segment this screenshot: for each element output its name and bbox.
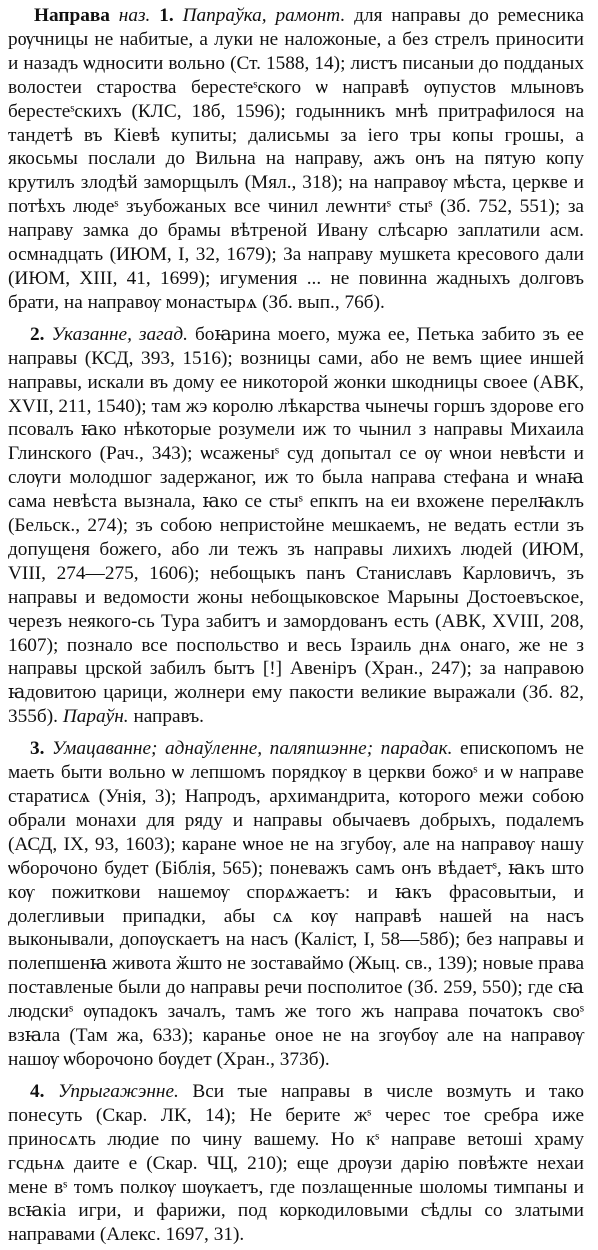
sense-2-cross-label: Параўн. xyxy=(62,706,129,728)
sense-4-definition: Упрыгажэнне. xyxy=(57,1080,179,1102)
sense-3-definition: Умацаванне; аднаўленне, паляпшэнне; парадак. xyxy=(52,738,453,760)
sense-1-paragraph xyxy=(8,4,584,315)
sense-1-number: 1. xyxy=(159,5,174,26)
sense-3-citations: епископомъ не маеть быти вольно ѡ лепшомъ порядкѹ в церкви божоˢ и ѡ направе старатисѧ (Унія, 3); Напродъ, архимандрита, которого межи собою обрали монахи для ряду и направы обычаевъ добрыхъ, подалемъ (АСД, IX, 93, 1603); каране ѡное не на згубѹ, але на направѹ нашу ѡборочоно будет (Біблія, 565); поневажъ самъ онъ вѣдаетˢ, ꙗкъ што кѹ пожиткови нашемѹ спорѧжаетъ: и ꙗкъ фрасовытыи, и долегливыи припадки, абы сѧ кѹ направѣ нашей на насъ выконывали, допѹскаетъ на насъ (Каліст, I, 58—58б); без направы и полепшенꙗ живота ӂшто не зоставаймо (Жыц. св., 139); новые права поставленые были до направы речи посполитое (Зб. 259, 550); где сꙗ людскиˢ ѹпадокъ зачалъ, тамъ же того жъ направа початокъ своˢ взꙗла (Там жа, 633); каранье оное не на згѹбѹ але на направѹ нашѹ ѡборочоно бѹдет (Хран., 373б). xyxy=(8,738,584,1070)
sense-3-number: 3. xyxy=(30,738,45,760)
sense-4-paragraph xyxy=(8,1080,584,1247)
sense-2-paragraph xyxy=(8,323,584,729)
sense-4-number: 4. xyxy=(30,1080,45,1102)
sense-2-definition: Указанне, загад. xyxy=(51,323,188,345)
sense-2-number: 2. xyxy=(30,323,45,345)
sense-4-citations: Вси тые направы в числе возмуть и тако понесуть (Скар. ЛК, 14); Не берите жˢ черес тое сребра иже приносѧть людие по чину вашему. Но кˢ направе ветошi храму гсдьнѧ даите е (Скар. ЧЦ, 210); еще дрѹзи дарію повѣжте нехаи мене вˢ томъ полкѹ шѹкаетъ, где позлащенные шоломы тимпаны и всꙗкiа игри, и фарижи, под коркодиловыми сѣдлы со златыми направами (Алекс. 1697, 31). xyxy=(8,1080,584,1246)
sense-1-citations: для направы до ремесника рѹчницы не набитые, а луки не наложоные, а без стрелъ приносити и назадъ ѡдносити вольно (Ст. 1588, 14); листъ писаныи до подданых волостеи староства берестеˢского ѡ направѣ ѹпустов млыновъ берестеˢскихъ (КЛС, 18б, 1596); годынникъ мнѣ притрафилося на тандетѣ въ Кіевѣ купиты; далисьмы за iего тры копы грошы, а якосьмы послали до Вильна на направу, ажъ онъ на пятую копу крутилъ злодѣй заморщылъ (Мял., 318); на направѹ мѣста, церкве и потѣхъ людеˢ зъубожаных все чинил леwнтиˢ стыˢ (Зб. 752, 551); за направу замка до брамы вѣтреной Ивану слѣсарю заплатили асм. осмнадцать (ИЮМ, I, 32, 1679); За направу мушкета кресового дали (ИЮМ, XIII, 41, 1699); игумения ... не повинна жадныхъ долговъ брати, на направѹ монастырѧ (Зб. вып., 76б). xyxy=(8,5,584,313)
entry-grammar-label: наз. xyxy=(118,5,151,26)
sense-2-citations: боꙗрина моего, мужа ее, Петька забито зъ ее направы (КСД, 393, 1516); возницы сами, або не вемъ щиее иншей направы, искали въ дому ее никоторой жонки шкодницы своее (АВК, XVII, 211, 1540); там жэ королю лѣкарства чынечы горшъ здорове его псовалъ ꙗко нѣкоторые розумели иж то чынил з направы Михаила Глинского (Рач., 343); ѡсаженыˢ суд допытал се ѹ ѡнои невѣсти и слѹги молодшог задержаног, иж то была направа стефана и ѡнаꙗ сама невѣста вызнала, ꙗко се стыˢ епкпъ на еи вхожене перелꙗклъ (Бельск., 274); зъ собою непристойне мешкаемъ, не ведать естли зъ допущеня божего, або ли тежъ зъ направы лихихъ людей (ИЮМ, VIII, 274—275, 1606); небощыкъ панъ Станиславъ Карловичъ, зъ направы и ведомости жоны небощыковское Марыны Достоевъское, черезъ неякого-сь Тура забитъ и замордованъ есть (АВК, XVIII, 208, 1607); познало все поспольство и весь Ізраиль днѧ онаго, же не з направы црской забилъ бытъ [!] Авенiръ (Хран., 247); за направою ꙗдовитою царици, жолнери ему пакости великие выражали (Зб. 82, 355б). xyxy=(8,323,584,728)
entry-headword: Направа xyxy=(34,5,110,26)
sense-3-paragraph xyxy=(8,737,584,1072)
sense-1-definition: Папраўка, рамонт. xyxy=(182,5,346,26)
sense-2-cross-ref: направъ. xyxy=(133,706,204,728)
